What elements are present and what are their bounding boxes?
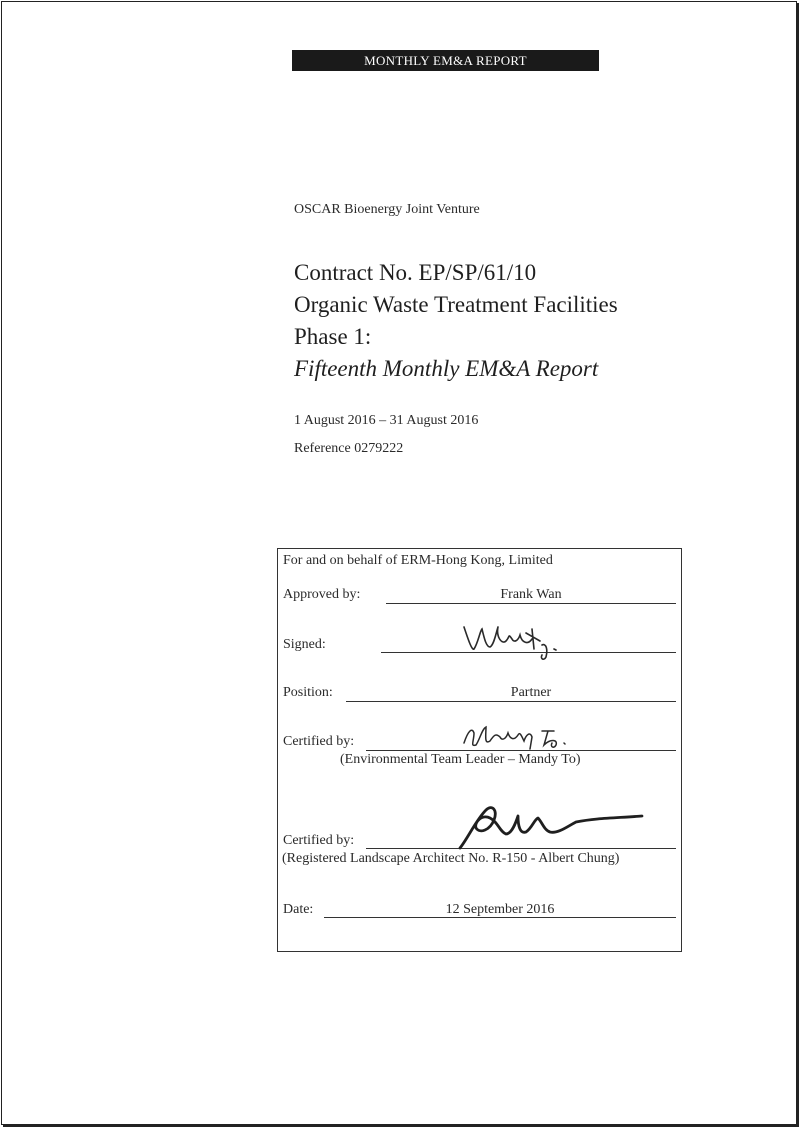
reference-number: Reference 0279222 xyxy=(294,441,404,456)
date-label: Date: xyxy=(283,902,314,917)
report-subtitle: Fifteenth Monthly EM&A Report xyxy=(294,356,599,381)
landscape-architect-signature xyxy=(446,804,646,854)
approved-by-value: Frank Wan xyxy=(500,587,562,602)
company-name: OSCAR Bioenergy Joint Venture xyxy=(294,202,480,217)
title-line-contract: Contract No. EP/SP/61/10 xyxy=(294,260,537,285)
certified-caption-1: (Environmental Team Leader – Mandy To) xyxy=(340,752,581,767)
title-line-project: Organic Waste Treatment Facilities xyxy=(294,292,618,317)
on-behalf-text: For and on behalf of ERM-Hong Kong, Limited xyxy=(283,553,553,568)
report-type-banner: MONTHLY EM&A REPORT xyxy=(292,50,599,71)
position-line xyxy=(346,701,676,702)
date-value: 12 September 2016 xyxy=(445,902,555,917)
approved-by-label: Approved by: xyxy=(283,587,361,602)
certified-by-label-2: Certified by: xyxy=(283,833,355,848)
approved-by-line xyxy=(386,603,676,604)
team-leader-signature xyxy=(460,721,570,753)
signed-label: Signed: xyxy=(283,637,326,652)
approver-signature xyxy=(458,619,568,661)
certified-caption-2: (Registered Landscape Architect No. R-150 - Albert Chung) xyxy=(282,851,620,866)
position-label: Position: xyxy=(283,685,333,700)
certified-by-label-1: Certified by: xyxy=(283,734,355,749)
signoff-box xyxy=(277,548,682,952)
reporting-period: 1 August 2016 – 31 August 2016 xyxy=(294,413,479,428)
report-title xyxy=(294,257,618,385)
position-value: Partner xyxy=(510,685,552,700)
title-line-phase: Phase 1: xyxy=(294,324,372,349)
